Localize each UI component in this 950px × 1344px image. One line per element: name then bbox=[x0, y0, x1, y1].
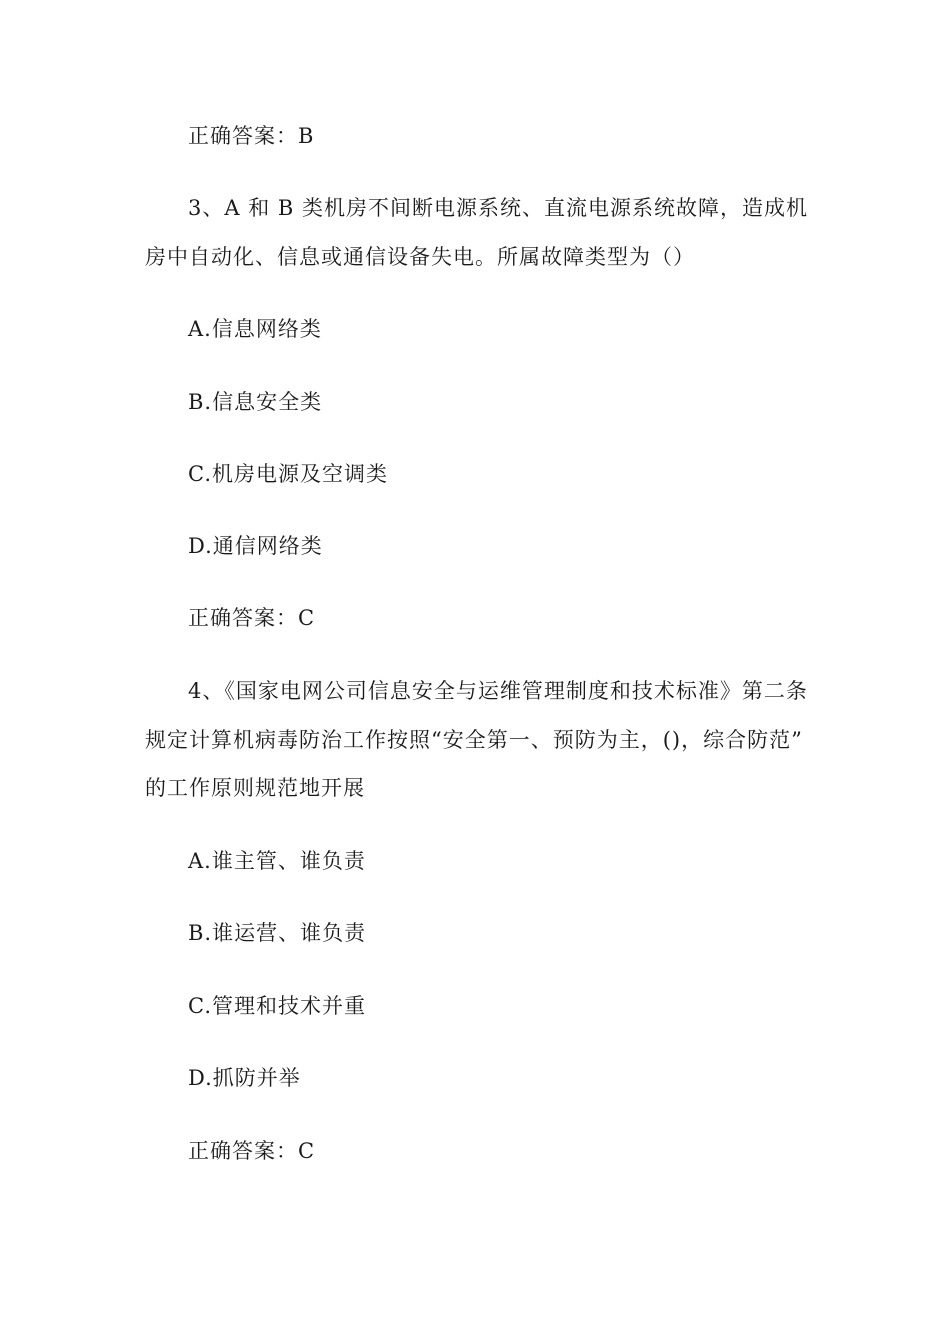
question-3-stem-line-2: 房中自动化、信息或通信设备失电。所属故障类型为（） bbox=[145, 245, 695, 269]
question-4-option-d: D.抓防并举 bbox=[188, 1066, 301, 1090]
question-3-option-c: C.机房电源及空调类 bbox=[188, 462, 388, 486]
question-3-answer: 正确答案：C bbox=[188, 606, 316, 630]
question-3-option-d: D.通信网络类 bbox=[188, 534, 323, 558]
question-3-stem-line-1: 3、A 和 B 类机房不间断电源系统、直流电源系统故障，造成机 bbox=[188, 196, 808, 220]
question-4-answer: 正确答案：C bbox=[188, 1139, 316, 1163]
question-4-stem-line-3: 的工作原则规范地开展 bbox=[145, 776, 365, 800]
question-4-option-a: A.谁主管、谁负责 bbox=[188, 849, 366, 873]
question-3-option-b: B.信息安全类 bbox=[188, 390, 323, 414]
previous-answer: 正确答案：B bbox=[188, 124, 315, 148]
question-4-stem-line-1: 4、《国家电网公司信息安全与运维管理制度和技术标准》第二条 bbox=[188, 679, 808, 703]
question-4-stem-line-2: 规定计算机病毒防治工作按照“安全第一、预防为主，()，综合防范” bbox=[145, 728, 803, 752]
question-3-option-a: A.信息网络类 bbox=[188, 317, 322, 341]
question-4-option-b: B.谁运营、谁负责 bbox=[188, 921, 367, 945]
question-4-option-c: C.管理和技术并重 bbox=[188, 994, 366, 1018]
